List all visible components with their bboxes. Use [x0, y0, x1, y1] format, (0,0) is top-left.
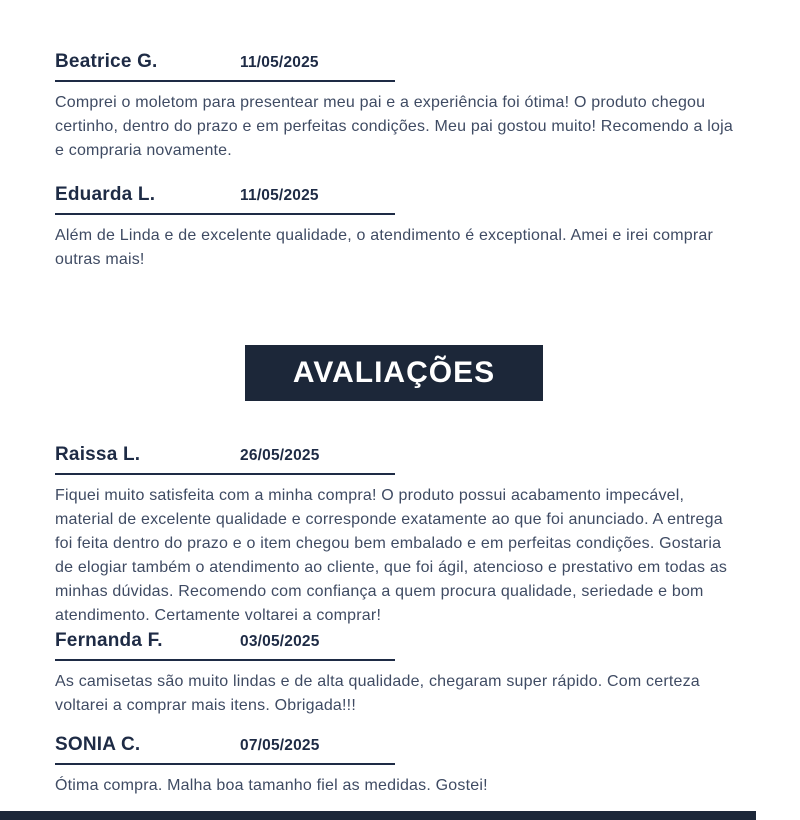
review-date: 26/05/2025: [240, 447, 320, 464]
review-card: [55, 444, 733, 628]
review-card: [55, 734, 733, 798]
review-date: 07/05/2025: [240, 737, 320, 754]
review-header: [55, 734, 395, 765]
reviewer-name: SONIA C.: [55, 734, 141, 755]
review-text: As camisetas são muito lindas e de alta qualidade, chegaram super rápido. Com certeza voltarei a comprar mais itens. Obrigada!!!: [55, 673, 700, 714]
review-date: 11/05/2025: [240, 54, 319, 71]
review-header: [55, 51, 395, 82]
review-header: [55, 184, 395, 215]
review-date: 03/05/2025: [240, 633, 320, 650]
review-card: [55, 51, 733, 163]
review-card: [55, 184, 733, 272]
reviewer-name: Fernanda F.: [55, 630, 163, 651]
review-date: 11/05/2025: [240, 187, 319, 204]
review-text: Além de Linda e de excelente qualidade, o atendimento é exceptional. Amei e irei comprar outras mais!: [55, 227, 713, 268]
reviewer-name: Beatrice G.: [55, 51, 158, 72]
review-header: [55, 444, 395, 475]
review-card: [55, 630, 733, 718]
section-title-banner: [245, 345, 543, 401]
reviewer-name: Raissa L.: [55, 444, 141, 465]
review-text: Comprei o moletom para presentear meu pai e a experiência foi ótima! O produto chegou certinho, dentro do prazo e em perfeitas condições. Meu pai gostou muito! Recomendo a loja e compraria novamente.: [55, 94, 733, 159]
review-text: Ótima compra. Malha boa tamanho fiel as medidas. Gostei!: [55, 777, 488, 794]
reviewer-name: Eduarda L.: [55, 184, 156, 205]
bottom-accent-bar: [0, 811, 756, 820]
review-header: [55, 630, 395, 661]
section-title: AVALIAÇÕES: [292, 356, 496, 389]
review-text: Fiquei muito satisfeita com a minha compra! O produto possui acabamento impecável, material de excelente qualidade e corresponde exatamente ao que foi anunciado. A entrega foi feita dentro do prazo e o item chegou bem embalado e em perfeitas condições. Gostaria de elogiar também o atendimento ao cliente, que foi ágil, atencioso e prestativo em todas as minhas dúvidas. Recomendo com confiança a quem procura qualidade, seriedade e bom atendimento. Certamente voltarei a comprar!: [55, 487, 728, 624]
